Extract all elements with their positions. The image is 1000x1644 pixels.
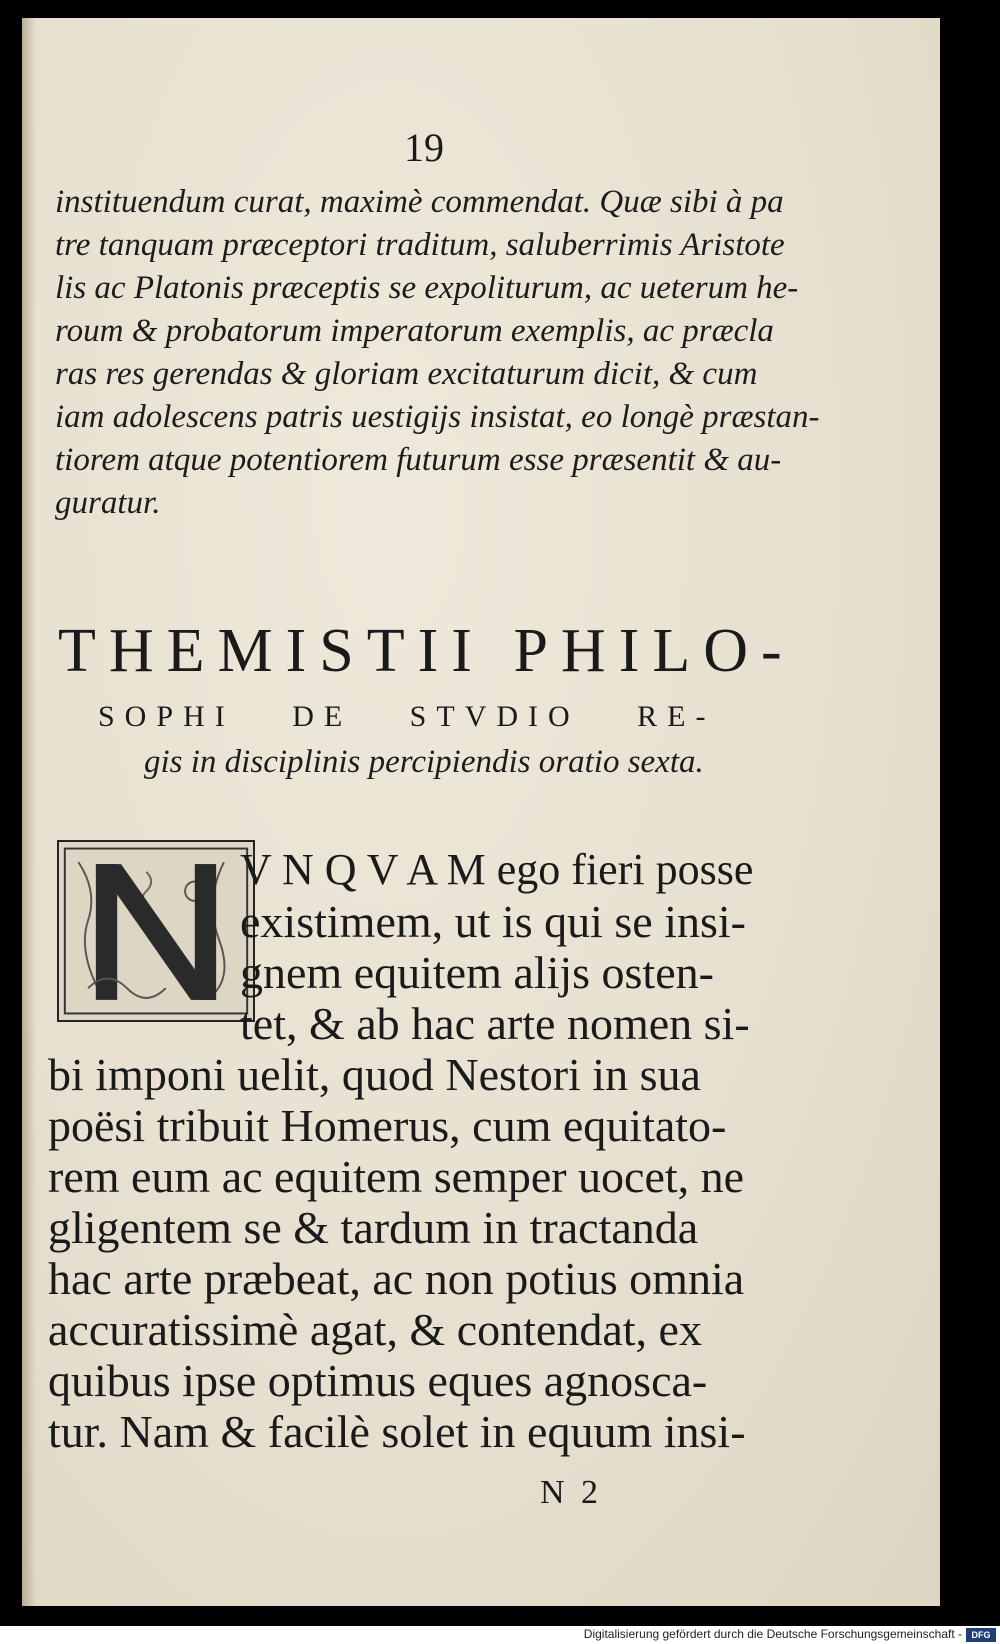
page-gutter-shadow bbox=[22, 18, 36, 1606]
heading-line-2: SOPHI DE STVDIO RE- bbox=[98, 700, 716, 733]
text-line: accuratissimè agat, & contendat, ex bbox=[48, 1304, 702, 1355]
page-number: 19 bbox=[404, 125, 444, 170]
text-line: tiorem atque potentiorem futurum esse præsentit & au- bbox=[55, 442, 782, 478]
text-line: tur. Nam & facilè solet in equum insi- bbox=[48, 1406, 746, 1457]
text-line: lis ac Platonis præceptis se expoliturum, ac ueterum he- bbox=[55, 270, 799, 306]
text-line: hac arte præbeat, ac non potius omnia bbox=[48, 1253, 745, 1304]
text-line: poësi tribuit Homerus, cum equitato- bbox=[48, 1100, 727, 1151]
text-line: guratur. bbox=[55, 485, 161, 521]
text-line: tet, & ab hac arte nomen si- bbox=[240, 998, 750, 1049]
footer-credit: Digitalisierung gefördert durch die Deutsche Forschungsgemeinschaft - bbox=[583, 1627, 962, 1641]
book-page bbox=[22, 18, 940, 1606]
text-line: iam adolescens patris uestigijs insistat, eo longè præstan- bbox=[55, 399, 820, 435]
text-line: instituendum curat, maximè commendat. Quæ sibi à pa bbox=[55, 184, 784, 220]
text-line: gnem equitem alijs osten- bbox=[240, 947, 714, 998]
text-line: tre tanquam præceptori traditum, saluberrimis Aristote bbox=[55, 227, 785, 263]
text-line: quibus ipse optimus eques agnosca- bbox=[48, 1355, 708, 1406]
text-line: V N Q V A M ego fieri posse bbox=[240, 845, 754, 894]
decorated-initial-n-image bbox=[57, 840, 255, 1022]
signature-mark: N 2 bbox=[540, 1474, 603, 1511]
dfg-logo: DFG bbox=[966, 1628, 996, 1642]
text-line: bi imponi uelit, quod Nestori in sua bbox=[48, 1049, 701, 1100]
heading-line-3: gis in disciplinis percipiendis oratio sexta. bbox=[144, 744, 704, 780]
text-line: rem eum ac equitem semper uocet, ne bbox=[48, 1151, 745, 1202]
text-line: existimem, ut is qui se insi- bbox=[240, 896, 746, 947]
text-line: ras res gerendas & gloriam excitaturum dicit, & cum bbox=[55, 356, 758, 392]
text-line: gligentem se & tardum in tractanda bbox=[48, 1202, 699, 1253]
text-line: roum & probatorum imperatorum exemplis, ac præcla bbox=[55, 313, 774, 349]
heading-line-1: THEMISTII PHILO- bbox=[58, 617, 795, 685]
